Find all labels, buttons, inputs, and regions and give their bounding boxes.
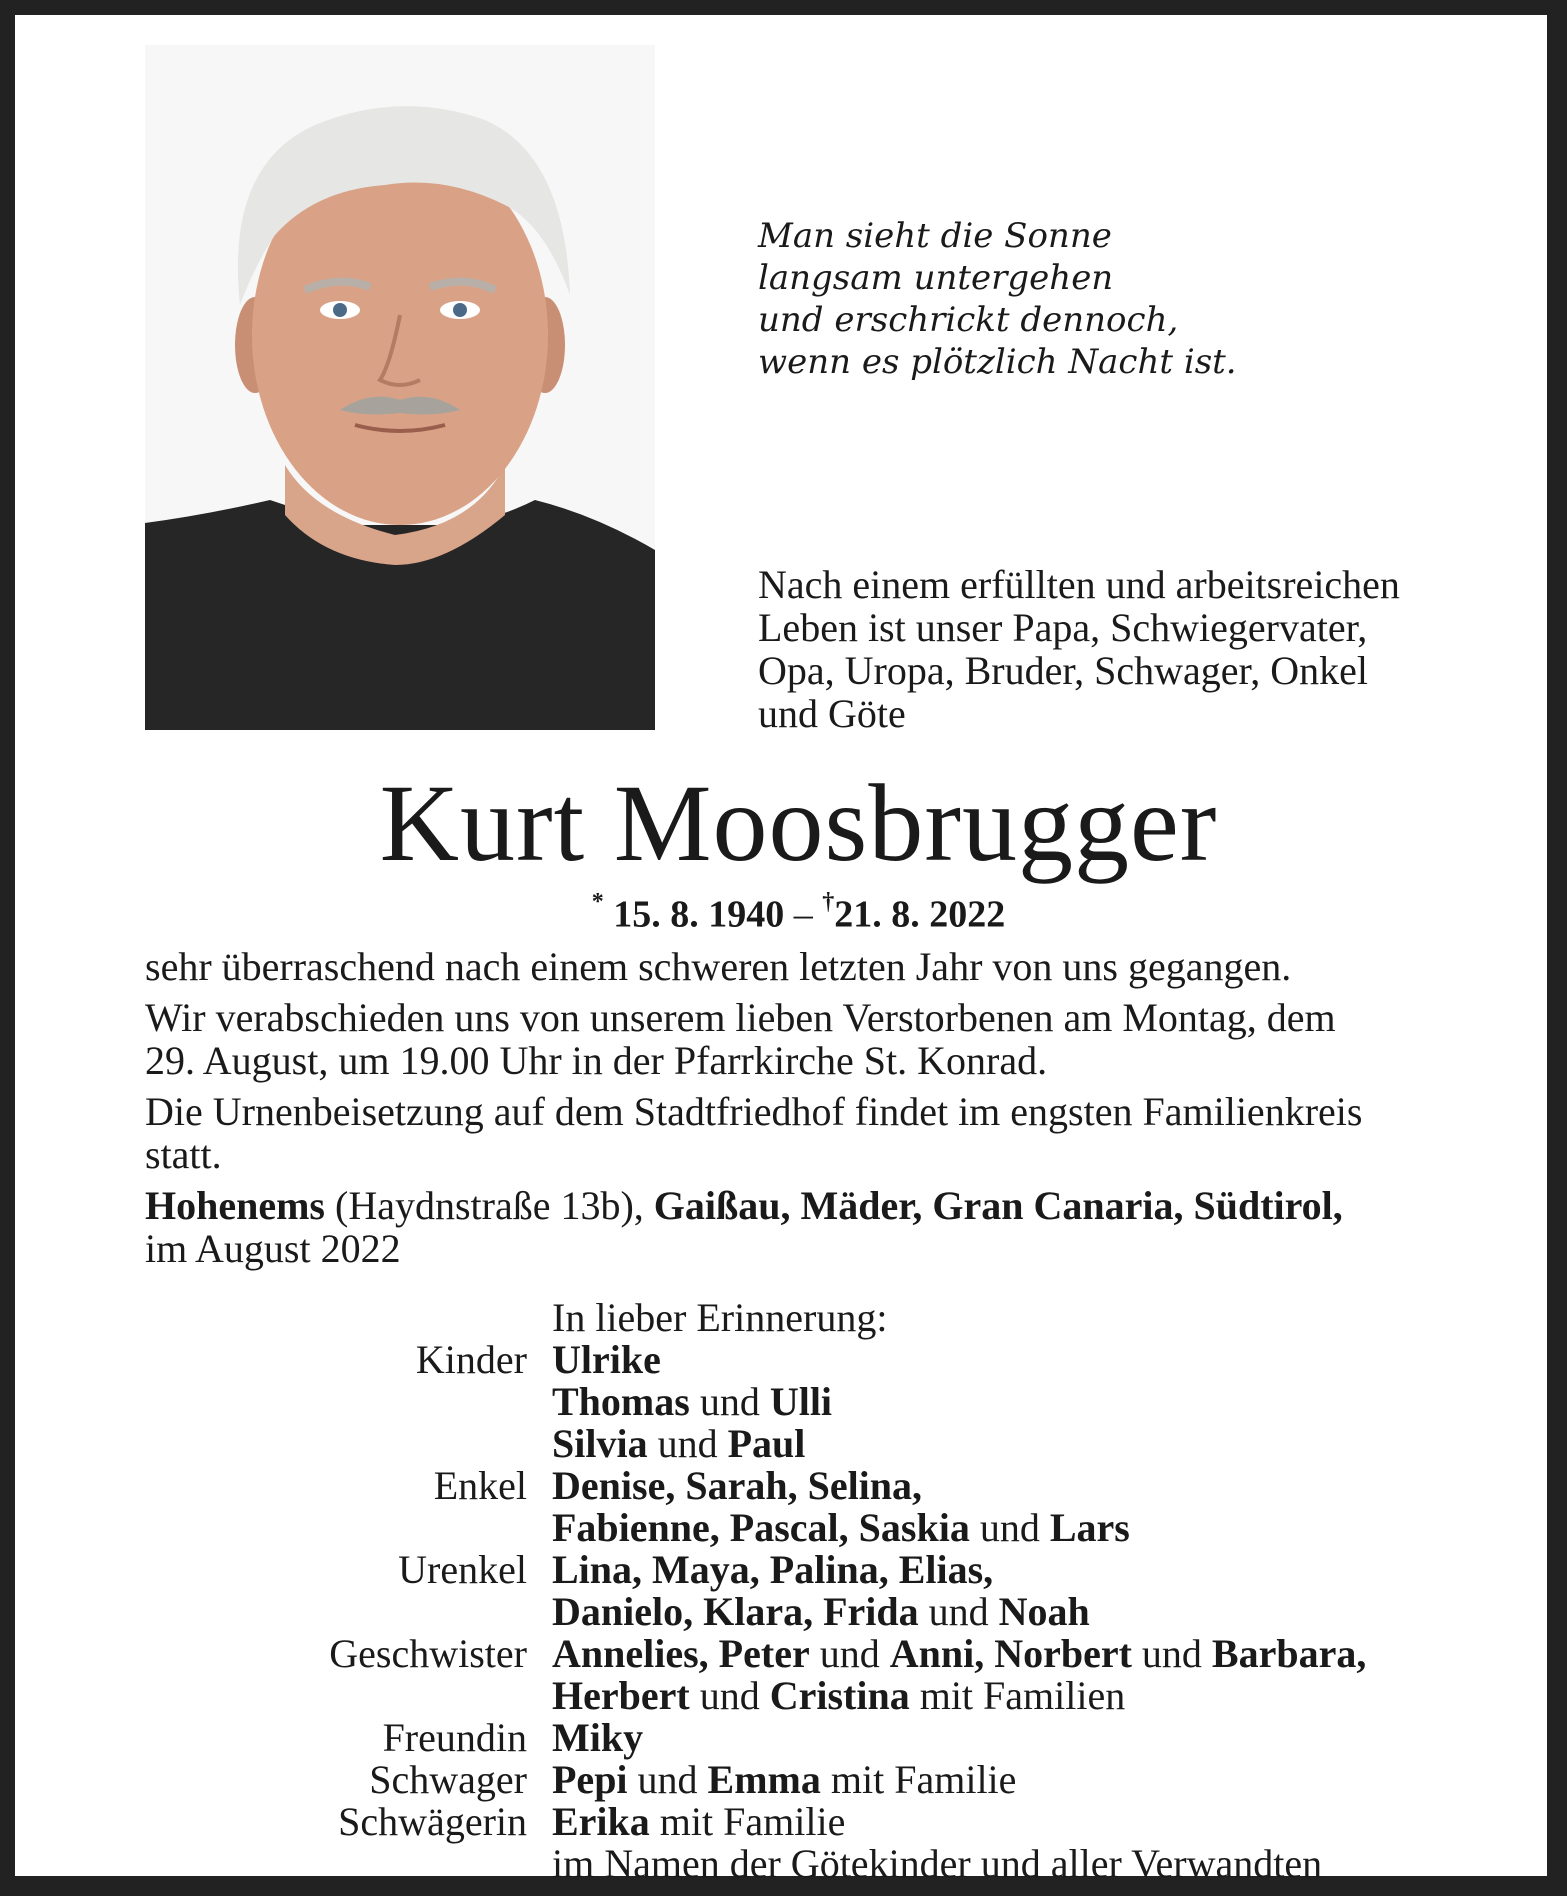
mourner-name: Danielo, Klara, Frida — [552, 1589, 919, 1634]
mourner-names — [552, 1549, 993, 1591]
date-dash: – — [793, 893, 813, 936]
mourner-connector: und — [969, 1505, 1050, 1550]
relation-label: Kinder — [415, 1337, 527, 1382]
mourner-names — [552, 1591, 1090, 1633]
death-symbol: † — [822, 889, 835, 915]
mourner-name: Cristina — [769, 1673, 910, 1718]
mourner-name: Fabienne, Pascal, Saskia — [552, 1505, 970, 1550]
mourners-heading-row — [15, 1297, 1567, 1339]
deceased-name: Kurt Moosbrugger — [379, 762, 1218, 884]
relation-label: Schwager — [369, 1757, 527, 1802]
life-dates — [15, 883, 1567, 938]
motto-line: langsam untergehen — [758, 258, 1114, 298]
mourner-name: Barbara, — [1211, 1631, 1367, 1676]
intro-text — [758, 563, 1451, 735]
notice-body — [145, 945, 1455, 1278]
mourner-name: Emma — [707, 1757, 821, 1802]
mourner-name: Thomas — [552, 1379, 690, 1424]
mourner-connector: und — [627, 1757, 708, 1802]
mourner-connector: und — [689, 1673, 770, 1718]
place-hohenems: Hohenems — [145, 1183, 325, 1228]
mourner-name: Ulli — [769, 1379, 833, 1424]
mourner-name: Pepi — [552, 1757, 628, 1802]
mourner-row — [15, 1633, 1567, 1675]
mourners-heading: In lieber Erinnerung: — [552, 1295, 888, 1340]
place-list: Gaißau, Mäder, Gran Canaria, Südtirol, — [653, 1183, 1343, 1228]
farewell-line: 29. August, um 19.00 Uhr in der Pfarrkirche St. Konrad. — [145, 1038, 1048, 1083]
relation-label: Freundin — [382, 1715, 527, 1760]
farewell-line: Wir verabschieden uns von unserem lieben Verstorbenen am Montag, dem — [145, 995, 1336, 1040]
burial-line: Die Urnenbeisetzung auf dem Stadtfriedhof findet im engsten Familienkreis — [145, 1089, 1363, 1134]
mourner-row — [15, 1423, 1567, 1465]
passing-text: sehr überraschend nach einem schweren letzten Jahr von uns gegangen. — [145, 944, 1292, 989]
intro-line: und Göte — [758, 691, 906, 736]
mourner-connector: und — [647, 1421, 728, 1466]
motto-line: und erschrickt dennoch, — [758, 300, 1179, 340]
birth-date: 15. 8. 1940 — [613, 893, 785, 936]
mourner-row — [15, 1759, 1567, 1801]
mourner-connector: mit Familie — [649, 1799, 846, 1844]
mourners-list — [15, 1297, 1567, 1885]
mourner-row — [15, 1843, 1567, 1885]
mourner-names — [552, 1507, 1130, 1549]
portrait-illustration — [145, 45, 655, 730]
relation-label: Urenkel — [398, 1547, 527, 1592]
mourner-row — [15, 1381, 1567, 1423]
mourner-name: Miky — [552, 1715, 644, 1760]
mourner-name: Annelies, Peter — [552, 1631, 810, 1676]
mourner-connector: mit Familien — [909, 1673, 1126, 1718]
mourner-names — [552, 1339, 661, 1381]
mourner-row — [15, 1465, 1567, 1507]
mourner-connector: und — [689, 1379, 770, 1424]
intro-line: Opa, Uropa, Bruder, Schwager, Onkel — [758, 648, 1368, 693]
mourner-rows — [15, 1339, 1567, 1885]
mourner-names — [552, 1633, 1366, 1675]
portrait-photo — [145, 45, 655, 730]
mourner-names — [552, 1465, 922, 1507]
mourner-name: Lars — [1049, 1505, 1130, 1550]
mourner-names — [552, 1717, 643, 1759]
relation-label: Schwägerin — [338, 1799, 527, 1844]
burial-line: statt. — [145, 1132, 222, 1177]
mourner-connector: und — [918, 1589, 999, 1634]
mourner-name: Ulrike — [552, 1337, 661, 1382]
mourner-connector: mit Familie — [820, 1757, 1017, 1802]
mourner-names — [552, 1381, 832, 1423]
mourner-names — [552, 1423, 805, 1465]
place-text — [145, 1184, 1455, 1270]
mourner-connector: und — [809, 1631, 890, 1676]
mourner-name: Paul — [727, 1421, 806, 1466]
death-date: 21. 8. 2022 — [834, 893, 1006, 936]
mourner-row — [15, 1675, 1567, 1717]
place-date: im August 2022 — [145, 1226, 401, 1271]
birth-symbol: * — [591, 889, 604, 915]
intro-line: Leben ist unser Papa, Schwiegervater, — [758, 605, 1368, 650]
mourner-connector: im Namen der Götekinder und aller Verwandten — [552, 1841, 1323, 1886]
mourner-row — [15, 1339, 1567, 1381]
mourner-row — [15, 1591, 1567, 1633]
mourner-row — [15, 1801, 1567, 1843]
mourner-name: Erika — [552, 1799, 650, 1844]
farewell-text — [145, 996, 1455, 1082]
mourner-name: Lina, Maya, Palina, Elias, — [552, 1547, 994, 1592]
mourner-names — [552, 1843, 1322, 1885]
mourner-name: Herbert — [552, 1673, 690, 1718]
mourner-connector: und — [1131, 1631, 1212, 1676]
relation-label: Geschwister — [329, 1631, 527, 1676]
mourner-name: Denise, Sarah, Selina, — [552, 1463, 923, 1508]
mourner-names — [552, 1759, 1016, 1801]
mourner-row — [15, 1549, 1567, 1591]
mourner-row — [15, 1717, 1567, 1759]
mourner-name: Anni, Norbert — [889, 1631, 1132, 1676]
mourner-row — [15, 1507, 1567, 1549]
motto-line: Man sieht die Sonne — [758, 216, 1112, 256]
mourner-name: Noah — [998, 1589, 1090, 1634]
mourner-names — [552, 1801, 845, 1843]
mourner-names — [552, 1675, 1125, 1717]
place-address: (Haydnstraße 13b), — [325, 1183, 654, 1228]
relation-label: Enkel — [433, 1463, 527, 1508]
motto-poem — [758, 215, 1237, 383]
burial-text — [145, 1090, 1455, 1176]
motto-line: wenn es plötzlich Nacht ist. — [758, 342, 1237, 382]
mourner-name: Silvia — [552, 1421, 648, 1466]
intro-line: Nach einem erfüllten und arbeitsreichen — [758, 562, 1400, 607]
